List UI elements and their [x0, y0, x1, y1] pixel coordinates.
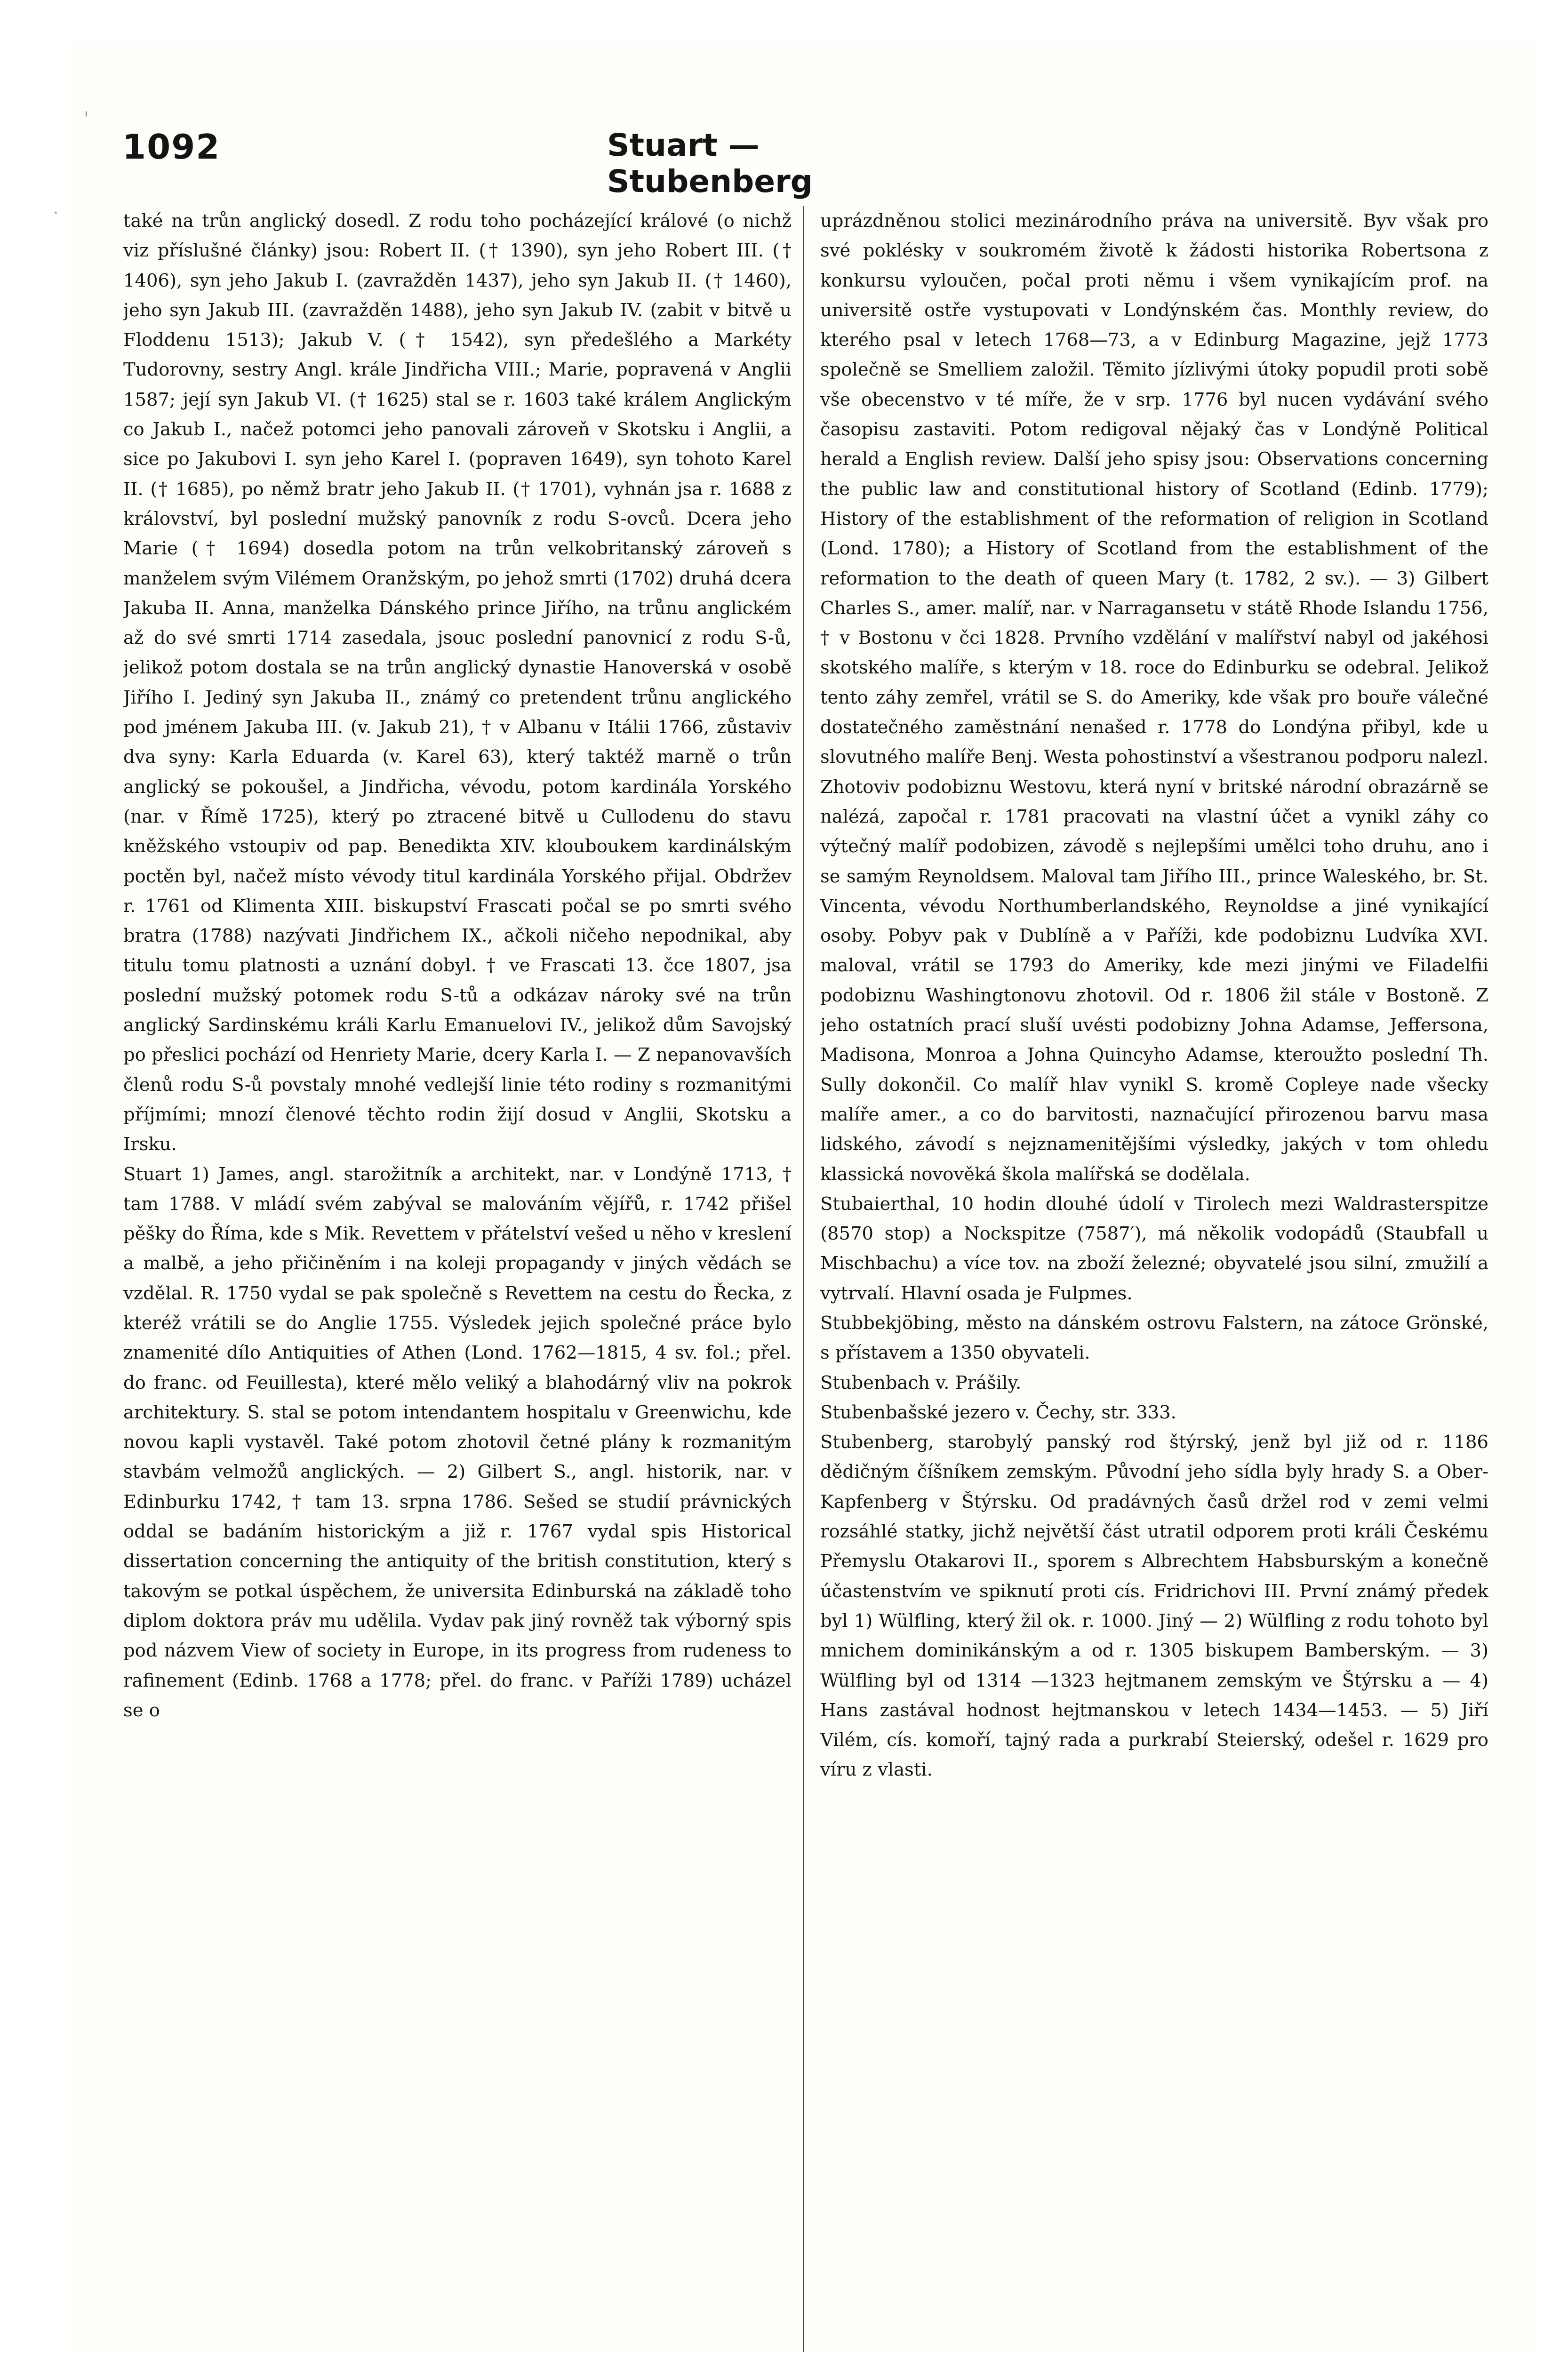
- paragraph-stuart-dynasty: také na trůn anglický dosedl. Z rodu toho pocházející králové (o nichž viz příslušné články) jsou: Robert II. († 1390), syn jeho Robert III. († 1406), syn jeho Jakub I. (zavražděn 1437), jeho syn Jakub II. († 1460), jeho syn Jakub III. (zavražděn 1488), jeho syn Jakub IV. (zabit v bitvě u Floddenu 1513); Jakub V. († 1542), syn předešlého a Markéty Tudorovny, sestry Angl. krále Jindřicha VIII.; Marie, popravená v Anglii 1587; její syn Jakub VI. († 1625) stal se r. 1603 také králem Anglickým co Jakub I., načež potomci jeho panovali zároveň v Skotsku i Anglii, a sice po Jakubovi I. syn jeho Karel I. (popraven 1649), syn tohoto Karel II. († 1685), po němž bratr jeho Jakub II. († 1701), vyhnán jsa r. 1688 z království, byl poslední mužský panovník z rodu S-ovců. Dcera jeho Marie († 1694) dosedla potom na trůn velkobritanský zároveň s manželem svým Vilémem Oranžským, po jehož smrti (1702) druhá dcera Jakuba II. Anna, manželka Dánského prince Jiřího, na trůnu anglickém až do své smrti 1714 zasedala, jsouc poslední panovnicí z rodu S-ů, jelikož potom dostala se na trůn anglický dynastie Hanoverská v osobě Jiřího I. Jediný syn Jakuba II., známý co pretendent trůnu anglického pod jménem Jakuba III. (v. Jakub 21), † v Albanu v Itálii 1766, zůstaviv dva syny: Karla Eduarda (v. Karel 63), který taktéž marně o trůn anglický se pokoušel, a Jindřicha, vévodu, potom kardinála Yorského (nar. v Římě 1725), který po ztracené bitvě u Cullodenu do stavu kněžského vstoupiv od pap. Benedikta XIV. klouboukem kardinálským poctěn byl, načež místo vévody titul kardinála Yorského přijal. Obdržev r. 1761 od Klimenta XIII. biskupství Frascati počal se po smrti svého bratra (1788) nazývati Jindřichem IX., ačkoli ničeho nepodnikal, aby titulu tomu platnosti a uznání dobyl. † ve Frascati 13. čce 1807, jsa poslední mužský potomek rodu S-tů a odkázav nároky své na trůn anglický Sardinskému králi Karlu Emanuelovi IV., jelikož dům Savojský po přeslici pochází od Henriety Marie, dcery Karla I. — Z nepanovavších členů rodu S-ů povstaly mnohé vedlejší linie této rodiny s rozmanitými příjmími; mnozí členové těchto rodin žijí dosud v Anglii, Skotsku a Irsku.: [123, 210, 792, 1155]
- left-column: [123, 206, 792, 2352]
- page-header-title: Stuart — Stubenberg: [607, 127, 813, 200]
- entry-stubaierthal: Stubaierthal, 10 hodin dlouhé údolí v Tirolech mezi Waldrasterspitze (8570 stop) a Nockspitze (7587′), má několik vodopádů (Staubfall u Mischbachu) a více tov. na zboží železné; obyvatelé jsou silní, zmužilí a vytrvalí. Hlavní osada je Fulpmes.: [820, 1193, 1488, 1304]
- scan-speck: ': [84, 108, 89, 130]
- entry-stubbekjobing: Stubbekjöbing, město na dánském ostrovu Falstern, na zátoce Grönské, s přístavem a 1350 obyvateli.: [820, 1312, 1488, 1364]
- paragraph-stuart-continued: uprázdněnou stolici mezinárodního práva na universitě. Byv však pro své poklésky v soukromém životě k žádosti historika Robertsona z konkursu vyloučen, počal proti němu i všem vynikajícím prof. na universitě ostře vystupovati v Londýnském čas. Monthly review, do kterého psal v letech 1768—73, a v Edinburg Magazine, jejž 1773 společně se Smelliem založil. Těmito jízlivými útoky popudil proti sobě vše obecenstvo v té míře, že v srp. 1776 byl nucen vydávání svého časopisu zastaviti. Potom redigoval nějaký čas v Londýně Political herald a English review. Další jeho spisy jsou: Observations concerning the public law and constitutional history of Scotland (Edinb. 1779); History of the establishment of the reformation of religion in Scotland (Lond. 1780); a History of Scotland from the establishment of the reformation to the death of queen Mary (t. 1782, 2 sv.). — 3) Gilbert Charles S., amer. malíř, nar. v Narragansetu v státě Rhode Islandu 1756, † v Bostonu v čci 1828. Prvního vzdělání v malířství nabyl od jakéhosi skotského malíře, s kterým v 18. roce do Edinburku se odebral. Jelikož tento záhy zemřel, vrátil se S. do Ameriky, kde však pro bouře válečné dostatečného zaměstnání nenašed r. 1778 do Londýna přibyl, kde u slovutného malíře Benj. Westa pohostinství a všestranou podporu nalezl. Zhotoviv podobiznu Westovu, která nyní v britské národní obrazárně se nalézá, započal r. 1781 pracovati na vlastní účet a vynikl záhy co výtečný malíř podobizen, závodě s nejlepšími umělci toho druhu, ano i se samým Reynoldsem. Maloval tam Jiřího III., prince Waleského, br. St. Vincenta, vévodu Northumberlandského, Reynoldse a jiné vynikající osoby. Pobyv pak v Dublíně a v Paříži, kde podobiznu Ludvíka XVI. maloval, vrátil se 1793 do Ameriky, kde mezi jinými ve Filadelfii podobiznu Washingtonovu zhotovil. Od r. 1806 žil stále v Bostoně. Z jeho ostatních prací sluší uvésti podobizny Johna Adamse, Jeffersona, Madisona, Monroa a Johna Quincyho Adamse, kteroužto poslední Th. Sully dokončil. Co malíř hlav vynikl S. kromě Copleye nade všecky malíře amer., a co do barvitosti, naznačující přirozenou barvu masa lidského, závodí s nejznamenitějšími výsledky, jakých v tom ohledu klassická novověká škola malířská se dodělala.: [820, 210, 1488, 1185]
- entry-stuart-james: Stuart 1) James, angl. starožitník a architekt, nar. v Londýně 1713, † tam 1788. V mládí svém zabýval se malováním vějířů, r. 1742 přišel pěšky do Říma, kde s Mik. Revettem v přátelství vešed u něho v kreslení a malbě, a jeho přičiněním i na koleji propagandy v jiných vědách se vzdělal. R. 1750 vydal se pak společně s Revettem na cestu do Řecka, z kteréž vrátili se do Anglie 1755. Výsledek jejich společné práce bylo znamenité dílo Antiquities of Athen (Lond. 1762—1815, 4 sv. fol.; přel. do franc. od Feuillesta), které mělo veliký a blahodárný vliv na pokrok architektury. S. stal se potom intendantem hospitalu v Greenwichu, kde novou kapli vystavěl. Také potom zhotovil četné plány k rozmanitým stavbám velmožů anglických. — 2) Gilbert S., angl. historik, nar. v Edinburku 1742, † tam 13. srpna 1786. Sešed se studií právnických oddal se badáním historickým a již r. 1767 vydal spis Historical dissertation concerning the antiquity of the british constitution, který s takovým se potkal úspěchem, že universita Edinburská na základě toho diplom doktora práv mu udělila. Vydav pak jiný rovněž tak výborný spis pod názvem View of society in Europe, in its progress from rudeness to rafinement (Edinb. 1768 a 1778; přel. do franc. v Paříži 1789) ucházel se o: [123, 1163, 792, 1721]
- right-column: [820, 206, 1488, 2352]
- scan-speck: ·: [53, 202, 59, 224]
- running-head: [122, 127, 951, 200]
- page-number: 1092: [122, 127, 221, 167]
- entry-stubenbasske-jezero: Stubenbašské jezero v. Čechy, str. 333.: [820, 1401, 1176, 1423]
- entry-stubenbach: Stubenbach v. Prášily.: [820, 1372, 1022, 1393]
- entry-stubenberg: Stubenberg, starobylý panský rod štýrský, jenž byl již od r. 1186 dědičným číšníkem zemským. Původní jeho sídla byly hrady S. a Ober-Kapfenberg v Štýrsku. Od pradávných časů držel rod v zemi velmi rozsáhlé statky, jichž největší část utratil odporem proti králi Českému Přemyslu Otakarovi II., sporem s Albrechtem Habsburským a konečně účastenstvím ve spiknutí proti cís. Fridrichovi III. První známý předek byl 1) Wülfling, který žil ok. r. 1000. Jiný — 2) Wülfling z rodu tohoto byl mnichem dominikánským a od r. 1305 biskupem Bamberským. — 3) Wülfling byl od 1314 —1323 hejtmanem zemským ve Štýrsku a — 4) Hans zastával hodnost hejtmanskou v letech 1434—1453. — 5) Jiří Vilém, cís. komoří, tajný rada a purkrabí Steierský, odešel r. 1629 pro víru z vlasti.: [820, 1432, 1488, 1781]
- column-divider: [803, 206, 804, 2352]
